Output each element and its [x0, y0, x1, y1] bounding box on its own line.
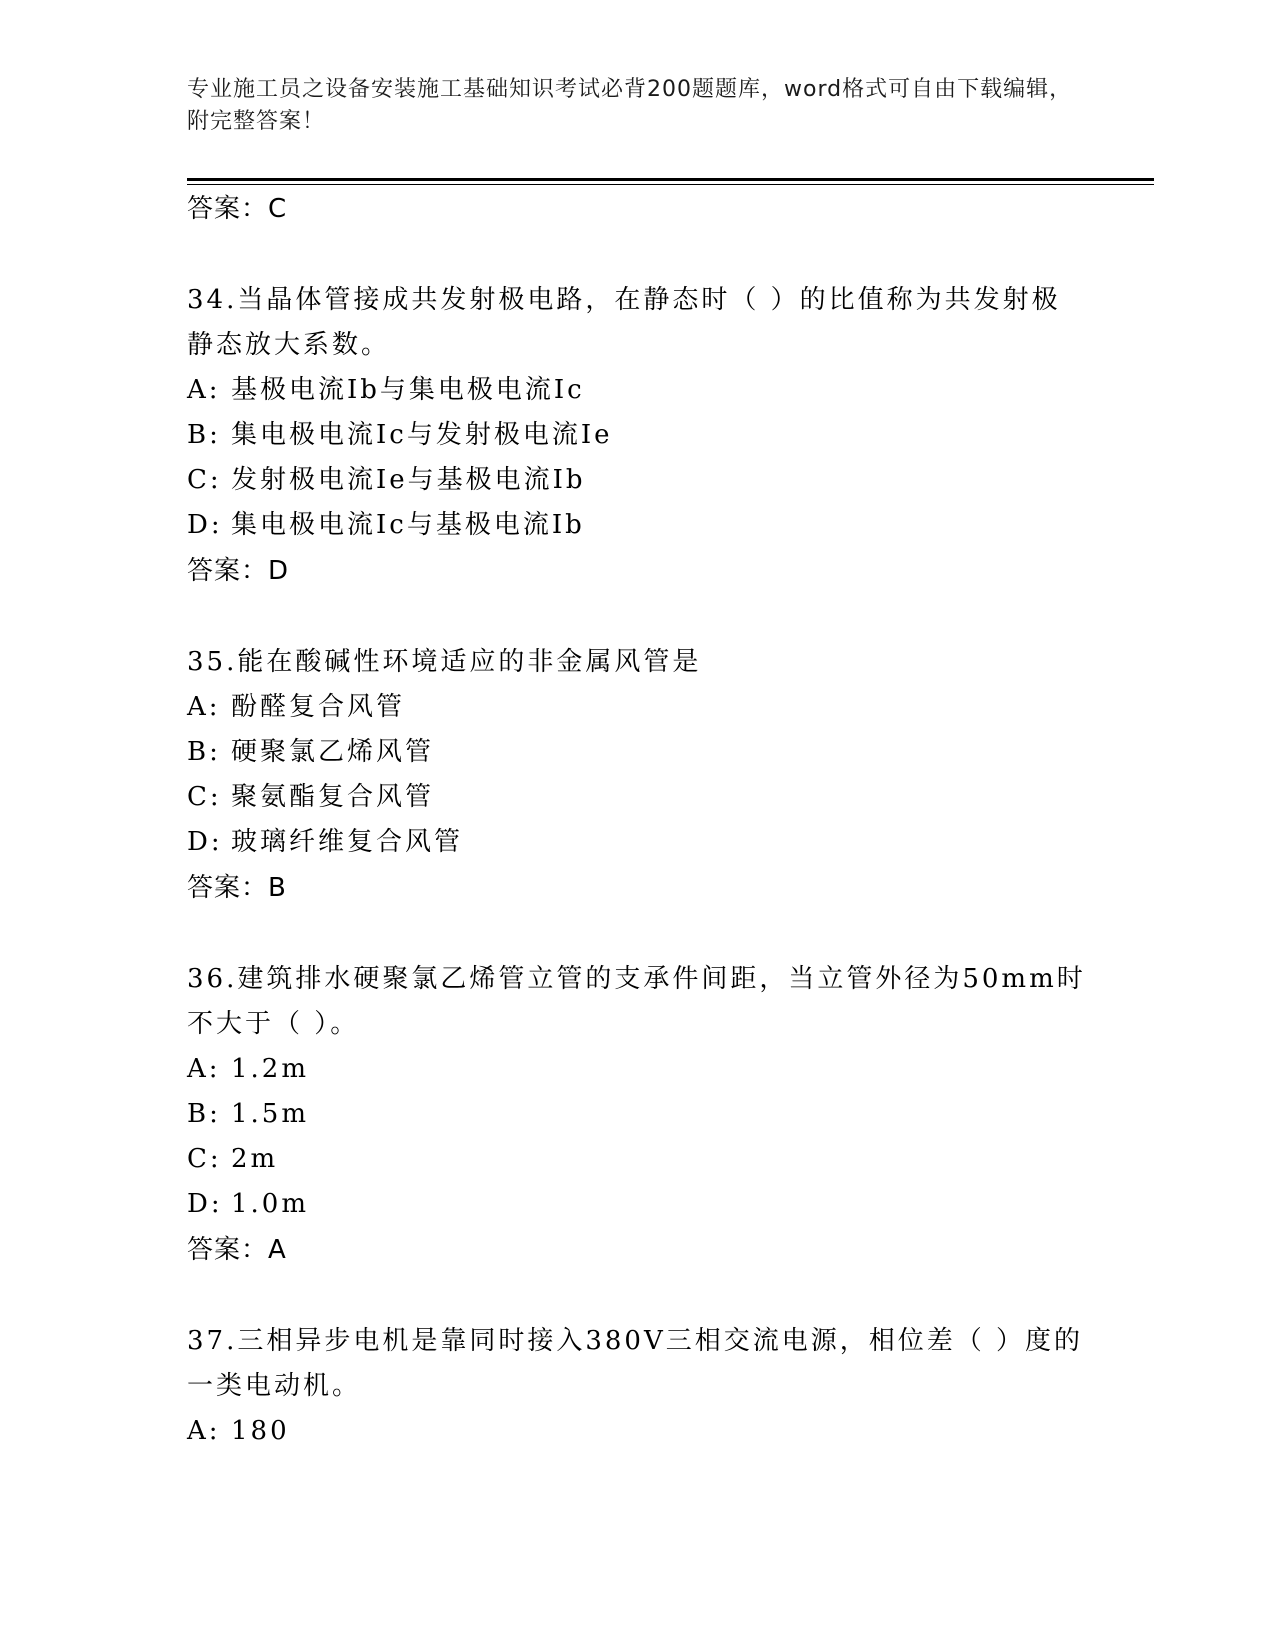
- answer-line: 答案：D: [187, 556, 290, 586]
- document-title: 专业施工员之设备安装施工基础知识考试必背200题题库，word格式可自由下载编辑，附完整答案！: [187, 77, 1073, 134]
- option-letter: B:: [187, 420, 221, 450]
- option-b: [187, 730, 1087, 775]
- option-text: 集电极电流Ic与发射极电流Ie: [231, 420, 613, 450]
- option-text: 1.2m: [231, 1054, 310, 1084]
- option-d: [187, 820, 1087, 865]
- header-divider: [187, 178, 1154, 181]
- option-text: 发射极电流Ie与基极电流Ib: [231, 465, 586, 495]
- option-letter: D:: [187, 510, 223, 540]
- question-text: 35.能在酸碱性环境适应的非金属风管是: [187, 647, 702, 677]
- option-text: 玻璃纤维复合风管: [231, 827, 464, 857]
- option-letter: A:: [187, 1054, 221, 1084]
- option-c: [187, 1137, 1087, 1182]
- option-letter: C:: [187, 782, 222, 812]
- option-text: 1.5m: [231, 1099, 310, 1129]
- option-letter: C:: [187, 465, 222, 495]
- option-letter: B:: [187, 1099, 221, 1129]
- option-a: [187, 1409, 1087, 1454]
- option-c: [187, 775, 1087, 820]
- answer-line: 答案：B: [187, 873, 287, 903]
- option-text: 集电极电流Ic与基极电流Ib: [231, 510, 585, 540]
- option-b: [187, 1092, 1087, 1137]
- option-letter: A:: [187, 1416, 221, 1446]
- question-text: 37.三相异步电机是靠同时接入380V三相交流电源，相位差（ ）度的一类电动机。: [187, 1326, 1084, 1401]
- option-letter: B:: [187, 737, 221, 767]
- option-text: 酚醛复合风管: [231, 692, 406, 722]
- option-text: 2m: [231, 1144, 279, 1174]
- option-text: 硬聚氯乙烯风管: [231, 737, 435, 767]
- answer-line: 答案：A: [187, 1235, 287, 1265]
- header-divider-thin: [187, 184, 1154, 185]
- option-letter: C:: [187, 1144, 222, 1174]
- option-a: [187, 685, 1087, 730]
- option-text: 180: [231, 1416, 290, 1446]
- option-b: [187, 413, 1087, 458]
- question-text: 36.建筑排水硬聚氯乙烯管立管的支承件间距，当立管外径为50mm时不大于（ ）。: [187, 964, 1086, 1039]
- answer-line: 答案：C: [187, 194, 288, 224]
- option-letter: D:: [187, 1189, 223, 1219]
- option-letter: D:: [187, 827, 223, 857]
- question-list: [187, 186, 1087, 1454]
- option-text: 基极电流Ib与集电极电流Ic: [231, 375, 585, 405]
- option-text: 聚氨酯复合风管: [231, 782, 435, 812]
- option-d: [187, 1182, 1087, 1227]
- question-text: 34.当晶体管接成共发射极电路，在静态时（ ）的比值称为共发射极静态放大系数。: [187, 285, 1061, 360]
- option-letter: A:: [187, 692, 221, 722]
- document-header: [187, 74, 1077, 138]
- option-letter: A:: [187, 375, 221, 405]
- option-a: [187, 1047, 1087, 1092]
- option-text: 1.0m: [231, 1189, 310, 1219]
- option-a: [187, 368, 1087, 413]
- option-d: [187, 503, 1087, 548]
- option-c: [187, 458, 1087, 503]
